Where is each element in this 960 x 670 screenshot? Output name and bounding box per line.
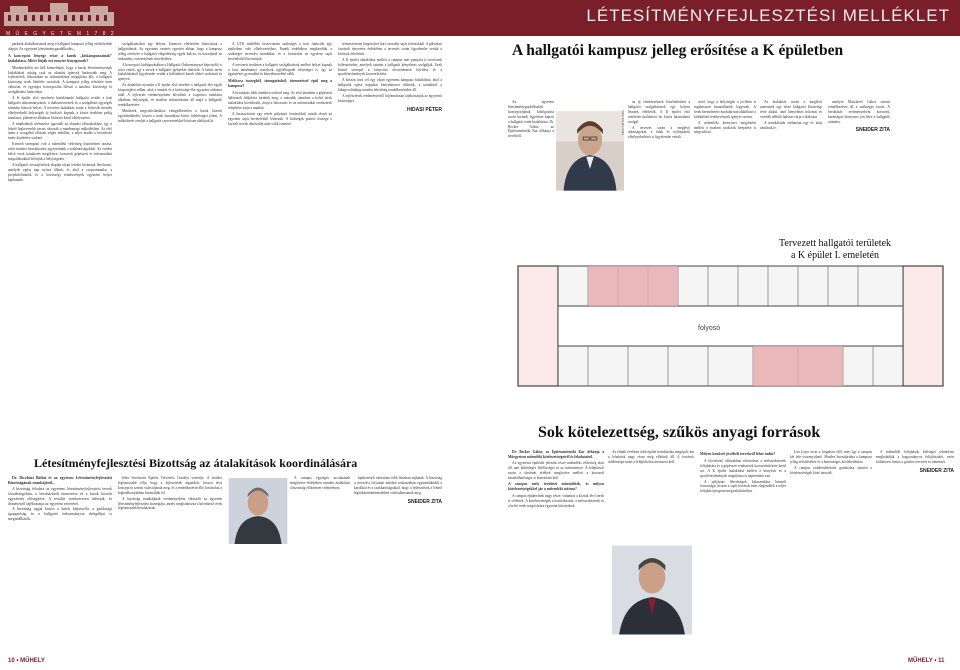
main-right-column-2: az új elrendezésnek köszönhetően a hallgatói szolgáltatások egy helyen lesznek elérhetők. A K épület első emeletén kialakított tér közös használatra szolgál. A tervezés során a meglévő adottságokat, a falak és nyílászárók elhelyezkedését is figyelembe vettük. — [628, 100, 690, 140]
subhead-question: Milyen konkrét jövőbeli tervekről lehet tudni? — [700, 452, 776, 456]
tasks-headline: Sok kötelezettség, szűkös anyagi források — [538, 424, 821, 441]
byline: HIDASI PÉTER — [406, 106, 442, 113]
footer-left: 10 • MŰHELY — [8, 658, 45, 664]
floor-plan-corridor-label: folyosó — [698, 325, 721, 332]
left-column-1: parknak alakulhassanak meg a hallgatói kampusz jelleg erősítésének alapjai. Az egyetemi létesítménygazdálkodás... A koncepció lényege része a karok „kiskampuszainak” kialakítása. Miért látják ezt ennyire lényegesnek? Mindenekelőtt azt kell kiemelnünk, hogy a karok létesítményeinek kialakítását sokáig csak az oktatási igények határozták meg. A fejlesztések fókuszában az infrastruktúra megújítása állt, a hallgatói közösségi terek háttérbe szorultak. A kampusz jelleg erősítése ezen változtat, és egységes koncepcióba illeszti a tanulási, közösségi és szolgáltatási funkciókat. A K épület első emeletén kialakítandó hallgatói terület a kari hallgatói önkormányzatok, a diákszervezetek és a szolgáltató egységek számára biztosít helyet. A tervezett átalakítás során a folyosók mentén elhelyezkedő helyiségek új funkciót kapnak, a közös terekben pedig tanulásra, pihenésre alkalmas bútorzat kerül elhelyezésre. A munkálatok ütemezése igazodik az oktatási időszakokhoz, így a lehető legkevesebb zavart okozzák a mindennapi működésben. Az első ütem a szorgalmi időszak végén indulhat, a teljes átadás a következő tanév kezdetére várható. Kiemelt szempont volt a műemléki védettség tiszteletben tartása, ezért minden beavatkozást egyeztettünk a szakhatóságokkal. Az eredeti belső terek karakterét megőrizve, korszerű gépészeti és informatikai megoldásokkal bővítjük a helyiségeket. A hallgatói visszajelzések alapján olyan tereket kívánunk létrehozni, amelyek egész nap nyitva állnak, és ahol a csoportmunka, a projektfeladatok és a közösségi rendezvények egyaránt helyet kaphatnak. — [8, 42, 112, 182]
subhead-question: Mekkora összegből, támogatásból, ütemezéssel épül meg a kampusz? — [228, 79, 332, 89]
tasks-column-4: Lan Lajos utcai a forgalom elől, mert így a campus két fele összenyitható. Mindez hozzájárulna a kampusz jelleg erősítéséhez és a biztonságos közlekedéshez. A campus zöldterületeinek gondozása szintén a kötelezettségek közé tartozik. — [790, 450, 872, 475]
floor-plan-caption — [735, 238, 935, 262]
committee-lead-text: Dr. Diczházi Bálint és az egyetem Létesítményfejlesztési Bizottságának munkájáról... — [8, 476, 112, 485]
body-paragraph: parknak alakulhassanak meg a hallgatói kampusz jelleg erősítésének alapjai. Az egyetemi létesítménygazdálkodás... — [8, 42, 112, 51]
main-right-column-3: arról, hogy a helyiségek a jövőben is rugalmasan használhatók legyenek. A terek berendezése modulárisan alakítható a különböző rendezvények igényei szerint. A műemléki környezet megőrzése mellett a modern funkciók beépítése is megvalósul. — [694, 100, 756, 135]
main-right-column-5: amelyre Maszlavér Gábor szerint rendelkezésre áll a szükséges forrás. A beruházás eredményeként korszerű, barátságos környezet jön létre a hallgatók számára. SNEIDER ZITA — [828, 100, 890, 133]
portrait-photo — [556, 100, 624, 202]
floor-plan-caption-line2: a K épület I. emeletén — [790, 250, 879, 261]
section-title: LÉTESÍTMÉNYFEJLESZTÉSI MELLÉKLET — [586, 6, 950, 25]
tasks-column-3: Milyen konkrét jövőbeli tervekről lehet tudni? A következő időszakban elsősorban a tetőszerkezetek felújítására és a gépészeti rendszerek korszerűsítésére kerül sor. A K épület átalakítása mellett a könyvtár és a sportlétesítmények megújítása is napirenden van. A pályázati lehetőségek kihasználása kiemelt fontosságú, hiszen a saját források nem elegendőek a teljes felújítási program megvalósításához. — [700, 452, 786, 494]
tasks-column-2: Az elmúlt években több épület homlokzata megújult, ám a feladatok nagy része még előttünk áll. A források szűkössége miatt a felújításokat ütemezni kell. — [608, 450, 694, 464]
photo-credit: Fotó: Kovács Attila — [621, 110, 625, 135]
main-headline: A hallgatói kampusz jelleg erősítése a K épületben — [512, 42, 844, 59]
floor-plan-diagram — [508, 236, 953, 416]
tasks-lead: Dr. Becker Gábor, az Építészmérnöki Kar dékánja a Műegyetem műemléki kötelezettségeiről és feladatairól. Az egyetemi épületek jelentős része műemléki védettség alatt áll, ami különleges felelősséget ró az intézményre. A felújítások során a történeti értékek megőrzése mellett a korszerű használhatóságot is biztosítani kell. A campus mely területei műemlékek, és milyen kötelezettségekkel jár a műemléki státusz? A campus épületeinek nagy része, valamint a köztük lévő terek is védettek. A kötelezettségek a homlokzatok, a tetőszerkezetek és a belső terek megóvására egyaránt kiterjednek. — [508, 450, 604, 509]
byline: SNEIDER ZITA — [919, 467, 954, 474]
tasks-column-5: A műemléki felújítások költségei jelentősen meghaladják a hagyományos felújításokét, ezért különösen fontos a gondos tervezés és ütemezés. SNEIDER ZITA — [876, 450, 954, 474]
subhead-question: A koncepció lényege része a karok „kiskampuszainak” kialakítása. Miért látják ezt ennyire lényegesnek? — [8, 53, 112, 63]
left-column-3: A GTK mielőbbi összevonása szükséges a kari funkciók egy épületben való elhelyezéséhez. Ennek érdekében megkezdtük a szükséges tervezési munkákat, és a forrásokat az egyetem saját bevételeiből biztosítjuk. A tervezett területen a hallgatói szolgáltatások mellett helyet kapnak a kari tanulmányi osztályok ügyfélfogadó helyiségei is, így az ügyintézés gyorsabbá és kényelmesebbé válik. Mekkora összegből, támogatásból, ütemezéssel épül meg a kampusz? A beruházás több ütemben valósul meg. Az első ütemben a gépészeti hálózatok felújítása történik meg, a második ütemben a belső terek átalakítása következik, majd a bútorozás és az informatikai rendszerek telepítése zárja a munkát. A finanszírozás egy részét pályázati forrásokból, másik részét az egyetem saját bevételeiből fedezzük. A költségek pontos összege a kiviteli tervek elkészülte után válik ismertté. — [228, 42, 332, 126]
main-right-column-4: Az átalakítás során a meglévő tantermek egy része hallgatói közösségi térré alakul, ahol kényelmes bútorzat és vezeték nélküli hálózat várja a diákokat. A munkálatok várhatóan egy év alatt zárulnak le. — [760, 100, 822, 130]
tasks-lead-text: Dr. Becker Gábor, az Építészmérnöki Kar dékánja a Műegyetem műemléki kötelezettségeiről és feladatairól. — [508, 450, 604, 459]
committee-column-2: lehet létrehozni Építési Tervezési Osztályt vezetője. A testület legfontosabb célja, hogy a fejlesztések átgondolt, hosszú távú koncepció szerint valósuljanak meg, és a rendelkezésre álló forrásokat a leghatékonyabban használják fel. A bizottság munkájának eredményeként elkészült az egyetem létesítményfejlesztési stratégiája, amely meghatározza a következő évek legfontosabb beruházásait. — [118, 476, 222, 511]
left-column-4: termeszetesen kiegészítve kari, tanszéki saját forrásokkal. A pályázati források elnyerése érdekében a tervezés során figyelembe vettük a kiírások feltételeit. A K épület átalakítása mellett a campus más pontjain is terveznek fejlesztéseket, amelyek szintén a hallgatói kényelmet szolgálják. Ezek között szerepel a könyvtári olvasótermek bővítése és a sportlétesítmények korszerűsítése. A hosszú távú cél egy olyan egyetemi kampusz kialakítása, ahol a hallgatók egész napjukat kényelmesen tölthetik, a tanulástól a kikapcsolódásig minden lehetőség rendelkezésükre áll. A fejlesztések eredményeiről folyamatosan tájékoztatjuk az egyetemi közösséget. HIDASI PÉTER — [338, 42, 442, 113]
byline: SNEIDER ZITA — [407, 498, 442, 505]
dean-portrait-photo — [612, 540, 692, 640]
floor-plan-caption-line1: Tervezett hallgatói területek — [778, 238, 892, 249]
committee-column-4: építkezések várhatóan több fázisban zajlanak. A bizottság a tervezési folyamat minden szakaszában együttműködik a karokkal és a szakhatóságokkal, hogy a fejlesztések a lehető legzökkenőmentesebben valósulhassanak meg. SNEIDER ZITA — [354, 476, 442, 505]
byline: SNEIDER ZITA — [855, 126, 890, 133]
committee-column-3: A campus egységes arculatának megőrzése érdekében minden átalakítást a bizottság előzetesen véleményez. — [290, 476, 350, 490]
subhead-question: A campus mely területei műemlékek, és milyen kötelezettségekkel jár a műemléki státusz? — [508, 482, 604, 492]
committee-portrait-photo — [228, 478, 288, 544]
masthead-subtitle: M Ű E G Y E T E M 1 7 8 2 — [6, 31, 116, 37]
main-right-column-1: Az egyetem létesítménygazdálkodási koncepciójának kidolgozása során kiemelt figyelmet kapott a hallgatói terek kialakítása. Dr. Becker Gábor, az Építészmérnöki Kar dékánja a tervekről. — [508, 100, 554, 139]
footer-right: MŰHELY • 11 — [908, 658, 945, 664]
committee-lead: Dr. Diczházi Bálint és az egyetem Létesítményfejlesztési Bizottságának munkájáról... A bizottság feladata az egyetemi létesítményfejlesztési tervek összehangolása, a beruházások ütemezése és a karok közötti egyeztetés elősegítése. A testület rendszeresen ülésezik, és döntéseiről tájékoztatja az egyetem vezetését. A bizottság tagjai között a karok képviselői, a gazdasági igazgatóság és a hallgatói önkormányzat delegáltjai is megtalálhatók. — [8, 476, 112, 522]
committee-headline: Létesítményfejlesztési Bizottság az átalakítások koordinálására — [34, 456, 358, 470]
left-column-2: szolgáltatásokat egy helyen, könnyen elérhetően biztosítsuk a hallgatóknak. Az egyetemi vezetés egyetért abban, hogy a kampusz jelleg erősítése a hallgatói elégedettség egyik kulcsa, és hozzájárul az intézmény vonzerejének növeléséhez. A koncepció kidolgozásában a Hallgatói Önkormányzat képviselői is részt vettek, így a tervek a hallgatói igényeket tükrözik. A közös terek kialakításánál figyelembe vettük a különböző karok eltérő szokásait és igényeit. Az átalakítás nyomán a K épület első emelete a hallgatói élet egyik központjává válhat, ahol a tanulás és a közösségi élet egyaránt otthonra talál. A fejlesztés eredményeként bővülnek a csoportos tanulásra alkalmas helyiségek, és modern infrastruktúra áll majd a hallgatók rendelkezésére. Mindezek megvalósításához elengedhetetlen a karok közötti együttműködés, hiszen a terek használata közös felelősséget jelent. A működtetés rendjét a hallgatói szervezetekkel közösen alakítjuk ki. — [118, 42, 222, 123]
building-illustration — [0, 0, 118, 30]
